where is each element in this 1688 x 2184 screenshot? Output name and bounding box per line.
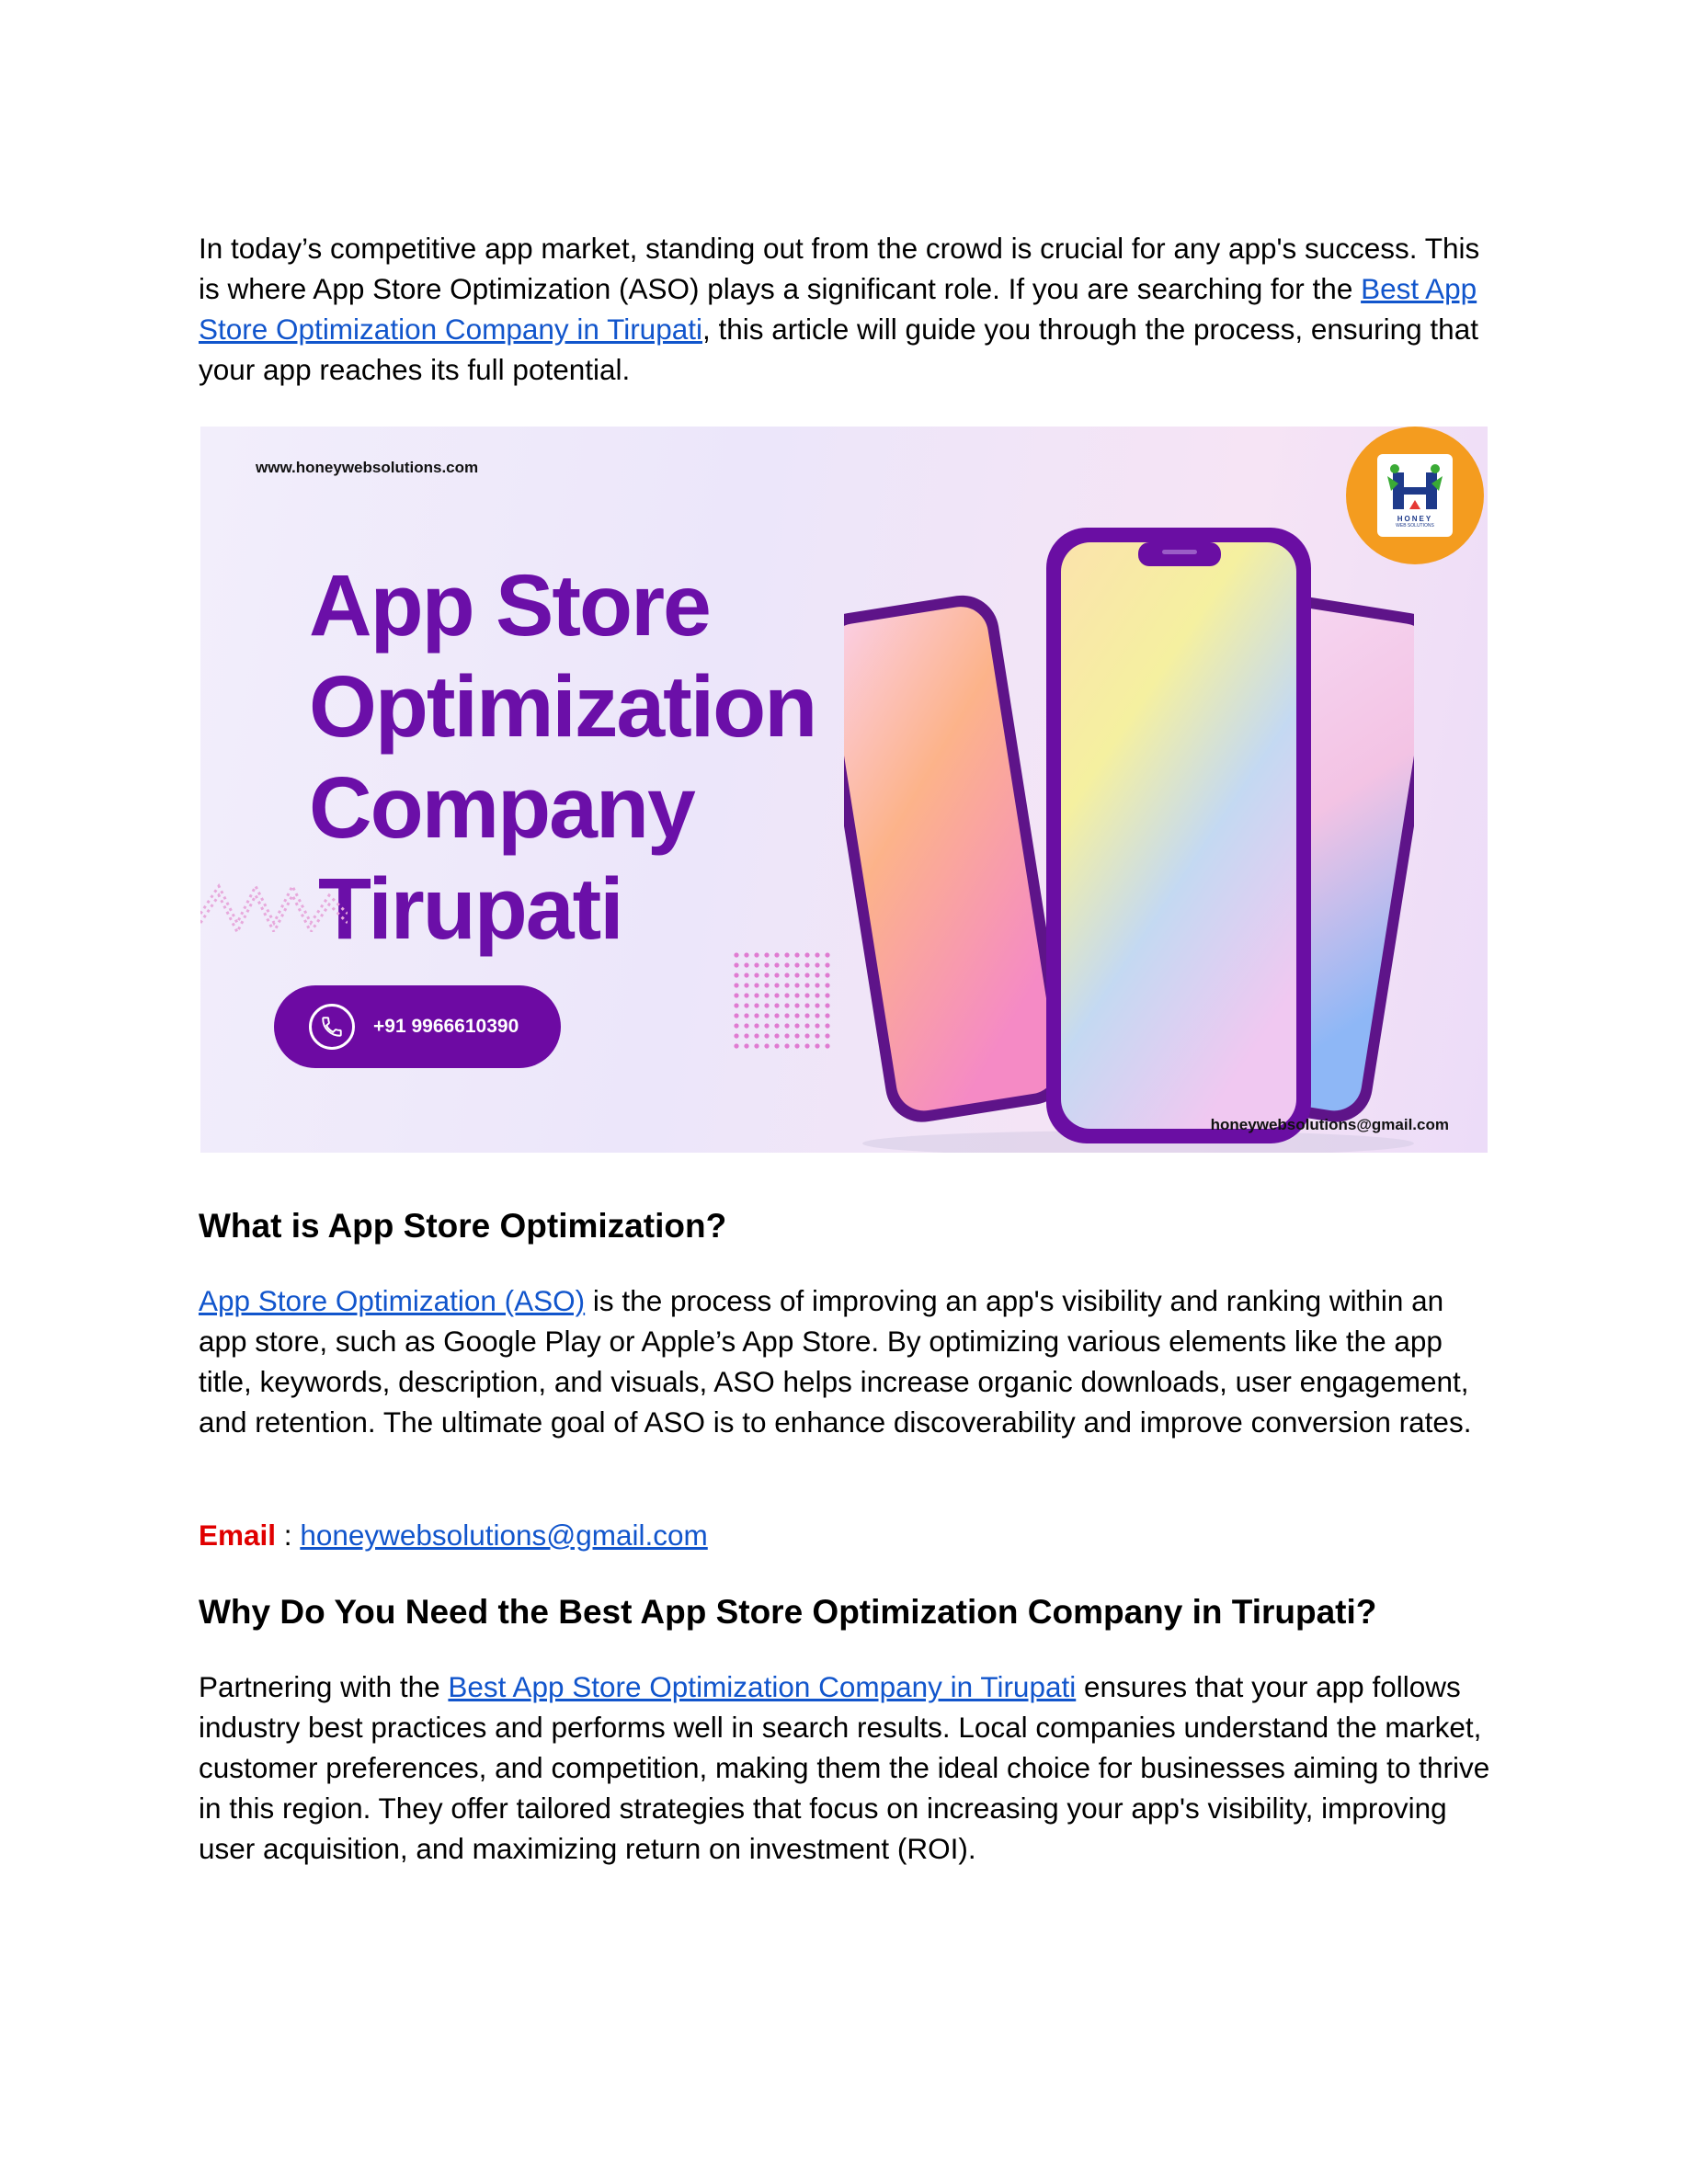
phones-illustration <box>844 528 1414 1153</box>
section1-text: is the process of improving an app's visibility and ranking within an app store, such as Google Play or Apple’s App Store. By optimizing various elements like the app title, keywords, description, and visuals, ASO helps increase organic downloads, user engagement, and retention. The ultimate goal of ASO is to enhance discoverability and improve conversion rates. <box>199 1284 1472 1439</box>
intro-text-before: In today’s competitive app market, standing out from the crowd is crucial for any app's success. This is where App Store Optimization (ASO) plays a significant role. If you are searching for the <box>199 232 1480 305</box>
logo-h-icon <box>1386 463 1444 515</box>
banner-site-url: www.honeywebsolutions.com <box>256 459 479 476</box>
banner-title-line: Company <box>309 759 694 857</box>
intro-link[interactable]: Best App Store Optimization Company in Tirupati <box>199 272 1477 346</box>
banner-title-line: Tirupati <box>318 860 622 958</box>
email-line <box>199 1515 1495 1555</box>
banner-title <box>309 555 861 960</box>
email-paragraph <box>199 1515 1495 1555</box>
section1-body <box>199 1280 1495 1442</box>
phone-number: +91 9966610390 <box>373 1016 519 1037</box>
email-link[interactable]: honeywebsolutions@gmail.com <box>300 1519 708 1552</box>
banner-image <box>200 427 1488 1153</box>
honey-logo-mark <box>1377 454 1453 537</box>
section-why-need <box>199 1590 1495 1634</box>
aso-link[interactable]: App Store Optimization (ASO) <box>199 1284 586 1317</box>
dot-grid-decoration <box>732 950 833 1052</box>
wave-decoration <box>200 877 348 932</box>
section2-text-before: Partnering with the <box>199 1670 449 1703</box>
section-what-is-aso <box>199 1204 1495 1248</box>
email-separator: : <box>276 1519 301 1552</box>
banner-title-line: App Store <box>309 557 710 654</box>
logo-word: HONEY <box>1397 514 1433 523</box>
section2-text-after: ensures that your app follows industry best practices and performs well in search results. Local companies understand the market, customer preferences, and competition, making them the ideal choice for businesses aiming to thrive in this region. They offer tailored strategies that focus on increasing your app's visibility, improving user acquisition, and maximizing return on investment (ROI). <box>199 1670 1490 1865</box>
intro-paragraph <box>199 228 1495 390</box>
section1-paragraph <box>199 1280 1495 1442</box>
phone-icon <box>309 1004 355 1050</box>
section2-body <box>199 1666 1495 1869</box>
email-label: Email <box>199 1519 277 1552</box>
banner-title-line: Optimization <box>309 658 816 756</box>
phone-pill <box>274 985 561 1068</box>
banner-email: honeywebsolutions@gmail.com <box>1210 1116 1449 1133</box>
section2-link[interactable]: Best App Store Optimization Company in Tirupati <box>448 1670 1077 1703</box>
section2-paragraph <box>199 1666 1495 1869</box>
section1-heading: What is App Store Optimization? <box>199 1207 727 1245</box>
section2-heading: Why Do You Need the Best App Store Optimization Company in Tirupati? <box>199 1593 1377 1631</box>
intro-block <box>199 228 1495 390</box>
logo-sub: WEB SOLUTIONS <box>1396 522 1434 529</box>
intro-text-after: , this article will guide you through the process, ensuring that your app reaches its full potential. <box>199 313 1478 386</box>
